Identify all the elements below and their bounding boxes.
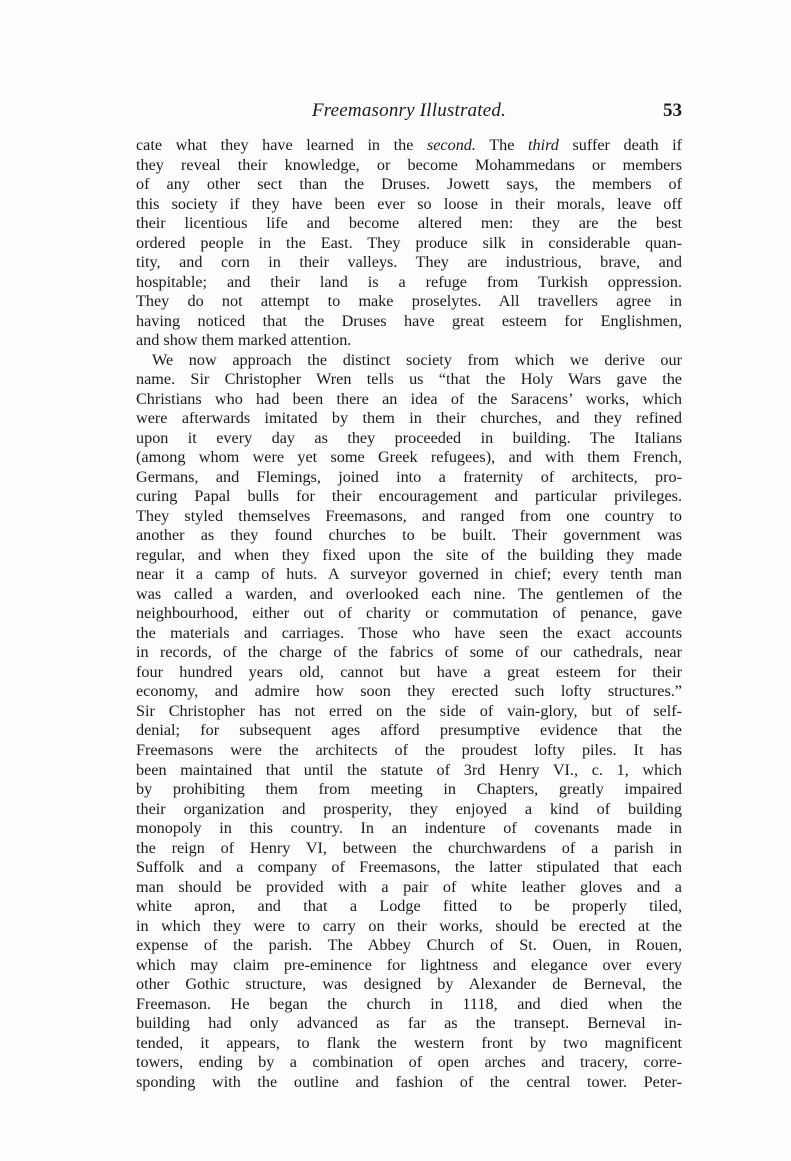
- text-line: regular, and when they fixed upon the site of the building they made: [136, 545, 682, 564]
- italic-word: second.: [426, 136, 476, 154]
- text-line: (among whom were yet some Greek refugees), and with them French,: [136, 448, 682, 467]
- text-line: been maintained that until the statute of 3rd Henry VI., c. 1, which: [136, 760, 682, 779]
- text-line: curing Papal bulls for their encouragement and particular privileges.: [136, 487, 682, 506]
- text-line: tity, and corn in their valleys. They are industrious, brave, and: [136, 253, 682, 272]
- text-line: sponding with the outline and fashion of the central tower. Peter-: [136, 1072, 682, 1091]
- text-line: Sir Christopher has not erred on the side of vain-glory, but of self-: [136, 701, 682, 720]
- text-segment: suffer death if: [558, 136, 682, 154]
- text-line: four hundred years old, cannot but have a great esteem for their: [136, 662, 682, 681]
- text-line: Christians who had been there an idea of the Saracens’ works, which: [136, 389, 682, 408]
- text-line: Freemason. He began the church in 1118, and died when the: [136, 994, 682, 1013]
- italic-word: third: [527, 136, 559, 154]
- running-title: Freemasonry Illustrated.: [311, 100, 507, 121]
- page-number: 53: [663, 100, 682, 121]
- text-line: towers, ending by a combination of open arches and tracery, corre-: [136, 1053, 682, 1072]
- text-line: by prohibiting them from meeting in Chapters, greatly impaired: [136, 780, 682, 799]
- text-line: ordered people in the East. They produce silk in considerable quan-: [136, 233, 682, 252]
- text-segment: cate what they have learned in the: [136, 136, 427, 154]
- text-line: was called a warden, and overlooked each nine. The gentlemen of the: [136, 584, 682, 603]
- text-line: of any other sect than the Druses. Jowett says, the members of: [136, 175, 682, 194]
- text-line: monopoly in this country. In an indenture of covenants made in: [136, 819, 682, 838]
- text-line: Suffolk and a company of Freemasons, the latter stipulated that each: [136, 858, 682, 877]
- paragraph-start-line: We now approach the distinct society from which we derive our: [152, 350, 682, 369]
- text-line: [136, 136, 682, 156]
- text-line: Freemasons were the architects of the proudest lofty piles. It has: [136, 740, 682, 759]
- text-line: man should be provided with a pair of white leather gloves and a: [136, 877, 682, 896]
- text-line: economy, and admire how soon they erected such lofty structures.”: [136, 682, 682, 701]
- text-line: tended, it appears, to flank the western front by two magnificent: [136, 1033, 682, 1052]
- text-line: other Gothic structure, was designed by Alexander de Berneval, the: [136, 975, 682, 994]
- text-line: denial; for subsequent ages afford presumptive evidence that the: [136, 721, 682, 740]
- text-line: They styled themselves Freemasons, and ranged from one country to: [136, 506, 682, 525]
- text-line: the materials and carriages. Those who have seen the exact accounts: [136, 623, 682, 642]
- text-line: were afterwards imitated by them in their churches, and they refined: [136, 409, 682, 428]
- text-line: upon it every day as they proceeded in building. The Italians: [136, 428, 682, 447]
- text-line: this society if they have been ever so loose in their morals, leave off: [136, 194, 682, 213]
- text-line: building had only advanced as far as the transept. Berneval in-: [136, 1014, 682, 1033]
- text-line: in records, of the charge of the fabrics of some of our cathedrals, near: [136, 643, 682, 662]
- text-line: and show them marked attention.: [136, 331, 352, 350]
- text-line: hospitable; and their land is a refuge from Turkish oppression.: [136, 272, 682, 291]
- body-text: [136, 136, 682, 1092]
- text-line: white apron, and that a Lodge fitted to be properly tiled,: [136, 897, 682, 916]
- text-segment: The: [475, 136, 528, 154]
- text-line: Germans, and Flemings, joined into a fraternity of architects, pro-: [136, 467, 682, 486]
- text-line: expense of the parish. The Abbey Church of St. Ouen, in Rouen,: [136, 936, 682, 955]
- running-head: [136, 100, 682, 126]
- text-line: near it a camp of huts. A surveyor governed in chief; every tenth man: [136, 565, 682, 584]
- text-line: another as they found churches to be built. Their government was: [136, 526, 682, 545]
- text-line: their organization and prosperity, they enjoyed a kind of building: [136, 799, 682, 818]
- text-line: having noticed that the Druses have great esteem for Englishmen,: [136, 311, 682, 330]
- text-line: which may claim pre-eminence for lightness and elegance over every: [136, 955, 682, 974]
- text-line: the reign of Henry VI, between the churchwardens of a parish in: [136, 838, 682, 857]
- text-line: they reveal their knowledge, or become Mohammedans or members: [136, 155, 682, 174]
- text-line: in which they were to carry on their works, should be erected at the: [136, 916, 682, 935]
- text-line: name. Sir Christopher Wren tells us “that the Holy Wars gave the: [136, 370, 682, 389]
- text-line: neighbourhood, either out of charity or commutation of penance, gave: [136, 604, 682, 623]
- text-line: their licentious life and become altered men: they are the best: [136, 214, 682, 233]
- text-line: They do not attempt to make proselytes. All travellers agree in: [136, 292, 682, 311]
